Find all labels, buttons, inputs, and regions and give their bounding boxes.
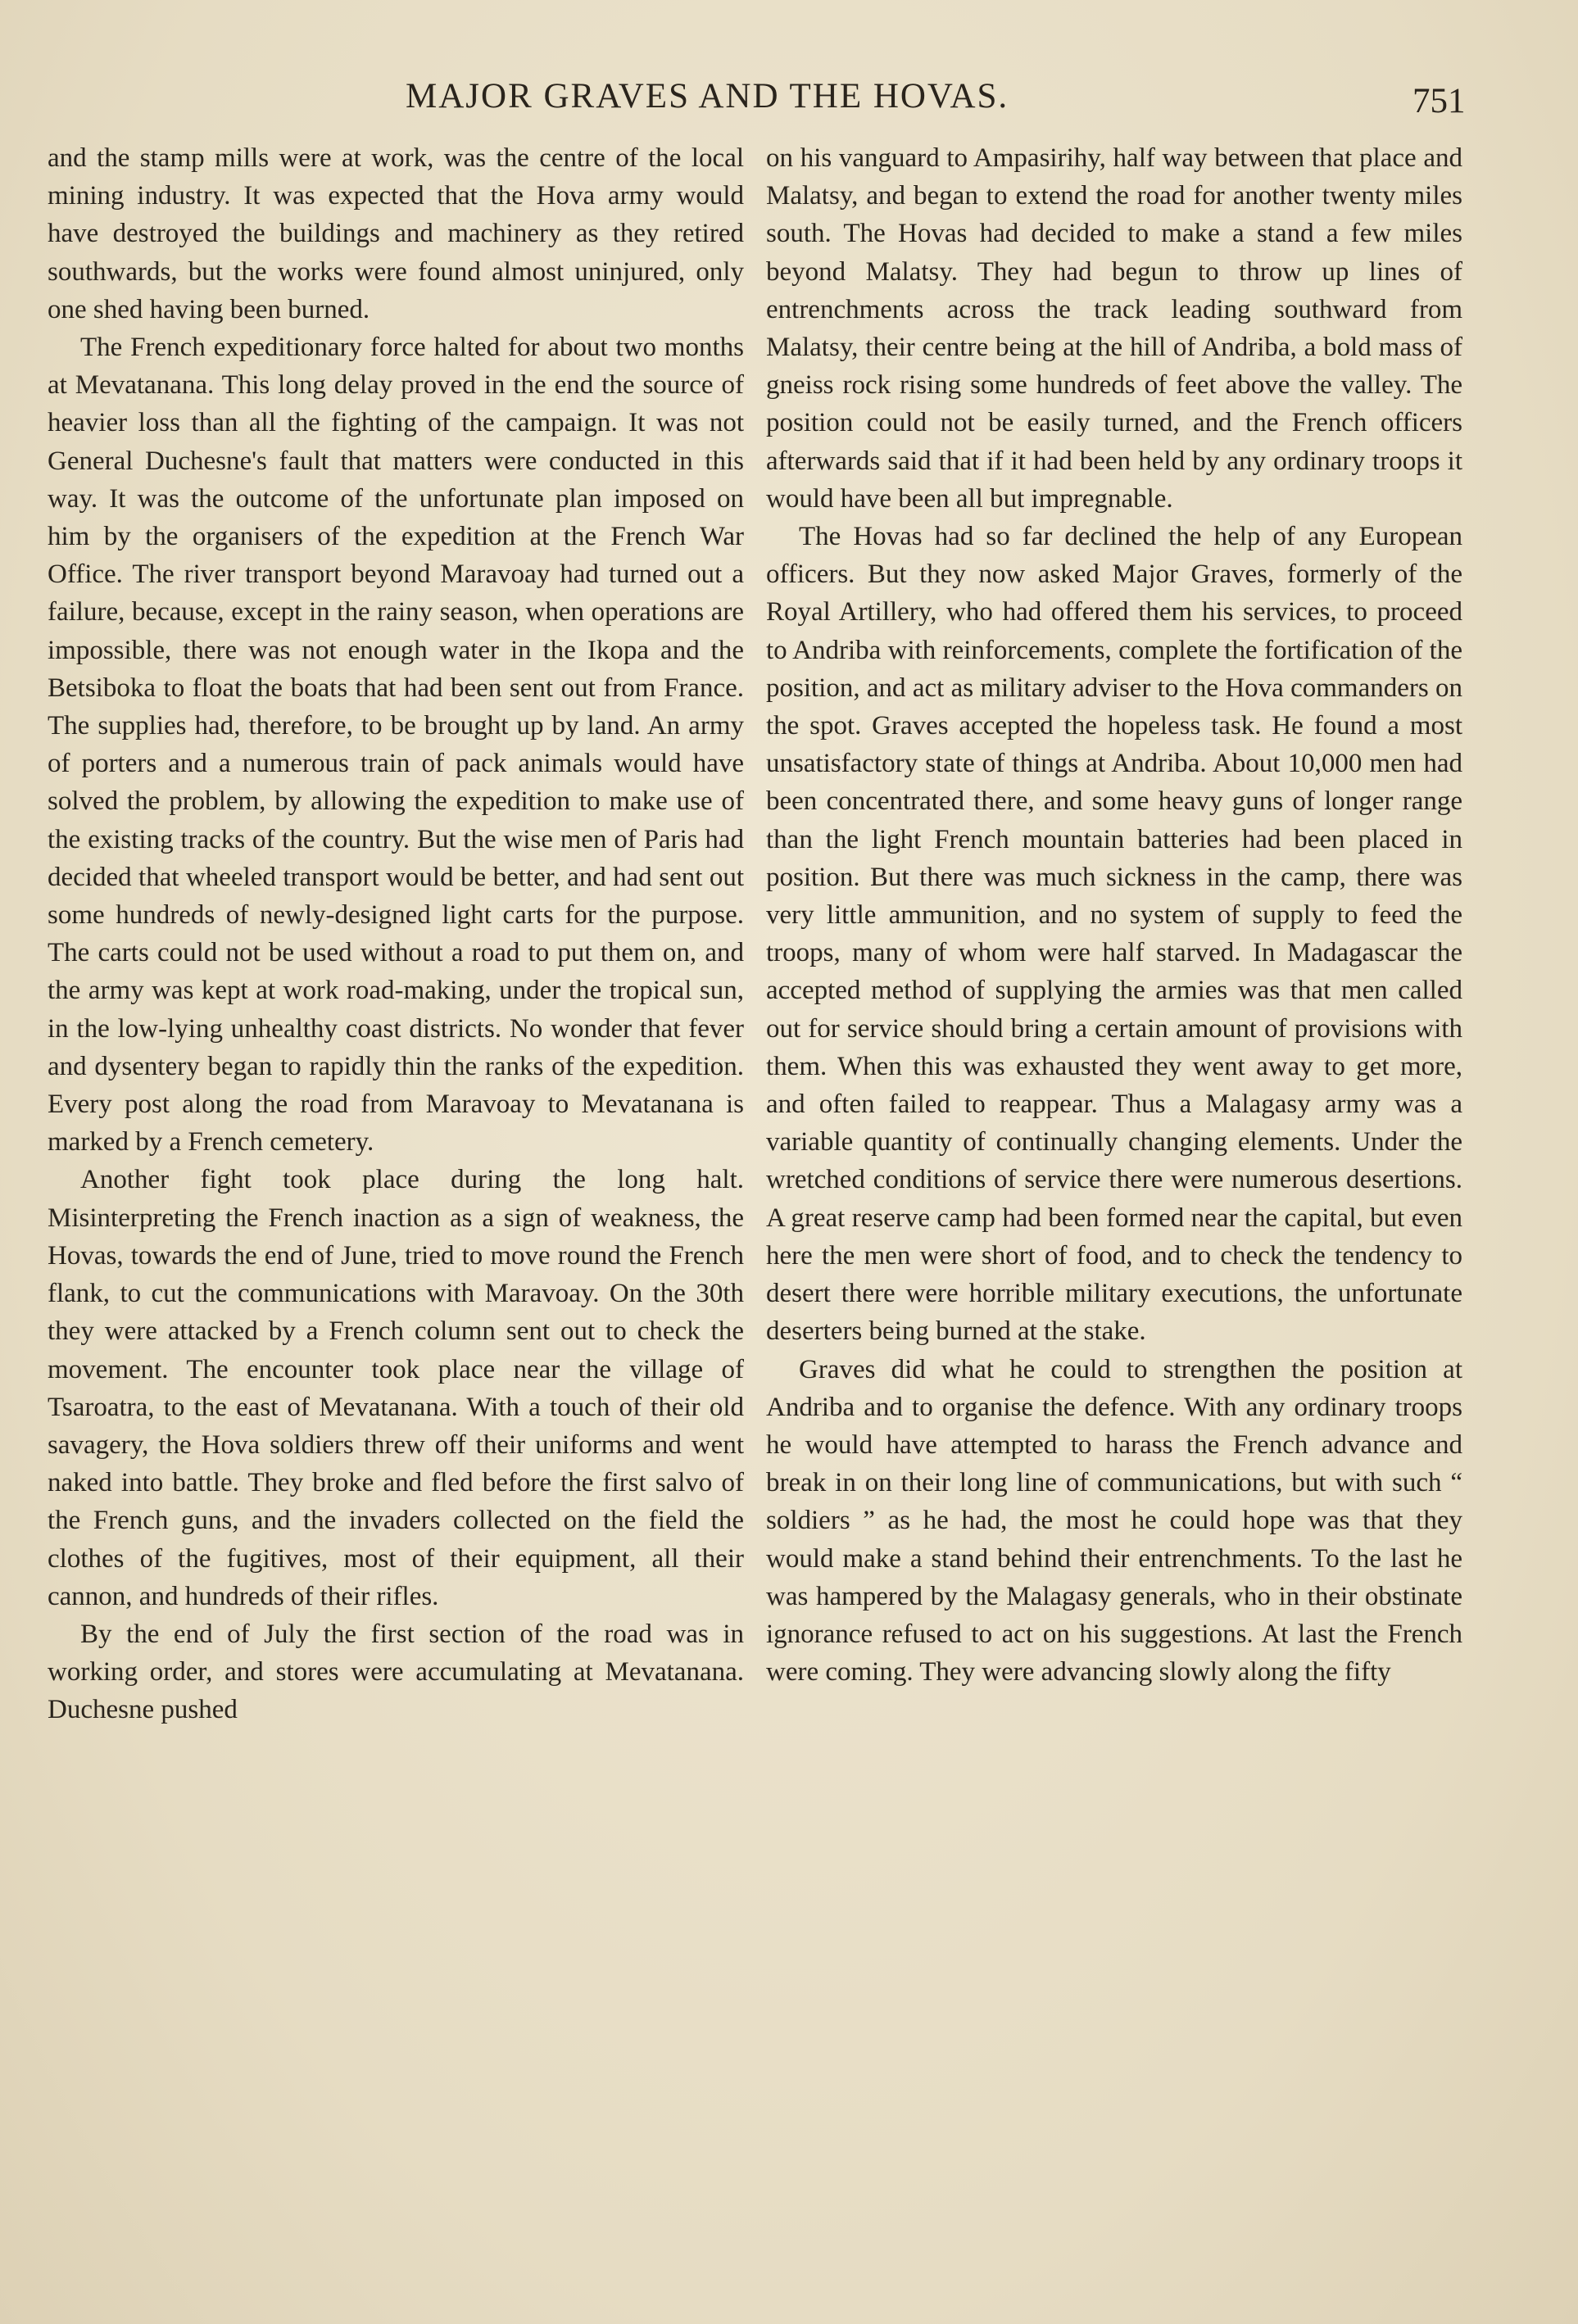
page-header — [0, 72, 1578, 121]
left-column — [48, 139, 744, 2236]
running-title: MAJOR GRAVES AND THE HOVAS. — [406, 77, 1009, 116]
paragraph: By the end of July the first section of the road was in working order, and stores were accumulating at Mevatanana. Duchesne pushed — [48, 1619, 744, 1725]
paragraph: and the stamp mills were at work, was the centre of the local mining industry. It was expected that the Hova army would have destroyed the buildings and machinery as they retired southwards, but the works were found almost uninjured, only one shed having been burned. — [48, 143, 744, 324]
right-column — [766, 139, 1462, 2236]
page-number: 751 — [1412, 82, 1466, 120]
paragraph: Graves did what he could to strengthen the position at Andriba and to organise the defence. With any ordinary troops he would have attempted to harass the French advance and break in on their long line of communications, but with such “ soldiers ” as he had, the most he could hope was that they would make a stand behind their entrenchments. To the last he was hampered by the Malagasy generals, who in their obstinate ignorance refused to act on his suggestions. At last the French were coming. They were advancing slowly along the fifty — [766, 1354, 1462, 1688]
paragraph: on his vanguard to Ampasirihy, half way between that place and Malatsy, and began to extend the road for another twenty miles south. The Hovas had decided to make a stand a few miles beyond Malatsy. They had begun to throw up lines of entrenchments across the track leading southward from Malatsy, their centre being at the hill of Andriba, a bold mass of gneiss rock rising some hundreds of feet above the valley. The position could not be easily turned, and the French officers afterwards said that if it had been held by any ordinary troops it would have been all but impregnable. — [766, 143, 1462, 514]
paragraph: Another fight took place during the long halt. Misinterpreting the French inaction as a sign of weakness, the Hovas, towards the end of June, tried to move round the French flank, to cut the communications with Maravoay. On the 30th they were attacked by a French column sent out to check the movement. The encounter took place near the village of Tsaroatra, to the east of Mevatanana. With a touch of their old savagery, the Hova soldiers threw off their uniforms and went naked into battle. They broke and fled before the first salvo of the French guns, and the invaders collected on the field the clothes of the fugitives, most of their equipment, all their cannon, and hundreds of their rifles. — [48, 1165, 744, 1611]
paragraph: The French expeditionary force halted for about two months at Mevatanana. This long delay proved in the end the source of heavier loss than all the fighting of the campaign. It was not General Duchesne's fault that matters were conducted in this way. It was the outcome of the unfortunate plan imposed on him by the organisers of the expedition at the French War Office. The river transport beyond Maravoay had turned out a failure, because, except in the rainy season, when operations are impossible, there was not enough water in the Ikopa and the Betsiboka to float the boats that had been sent out from France. The supplies had, therefore, to be brought up by land. An army of porters and a numerous train of pack animals would have solved the problem, by allowing the expedition to make use of the existing tracks of the country. But the wise men of Paris had decided that wheeled transport would be better, and had sent out some hundreds of newly-designed light carts for the purpose. The carts could not be used without a road to put them on, and the army was kept at work road-making, under the tropical sun, in the low-lying unhealthy coast districts. No wonder that fever and dysentery began to rapidly thin the ranks of the expedition. Every post along the road from Maravoay to Mevatanana is marked by a French cemetery. — [48, 333, 744, 1157]
paragraph: The Hovas had so far declined the help of any European officers. But they now asked Major Graves, formerly of the Royal Artillery, who had offered them his services, to proceed to Andriba with reinforcements, complete the fortification of the position, and act as military adviser to the Hova commanders on the spot. Graves accepted the hopeless task. He found a most unsatisfactory state of things at Andriba. About 10,000 men had been concentrated there, and some heavy guns of longer range than the light French mountain batteries had been placed in position. But there was much sickness in the camp, there was very little ammunition, and no system of supply to feed the troops, many of whom were half starved. In Madagascar the accepted method of supplying the armies was that men called out for service should bring a certain amount of provisions with them. When this was exhausted they went away to get more, and often failed to reappear. Thus a Malagasy army was a variable quantity of continually changing elements. Under the wretched conditions of service there were numerous desertions. A great reserve camp had been formed near the capital, but even here the men were short of food, and to check the tendency to desert there were horrible military executions, the unfortunate deserters being burned at the stake. — [766, 522, 1462, 1347]
